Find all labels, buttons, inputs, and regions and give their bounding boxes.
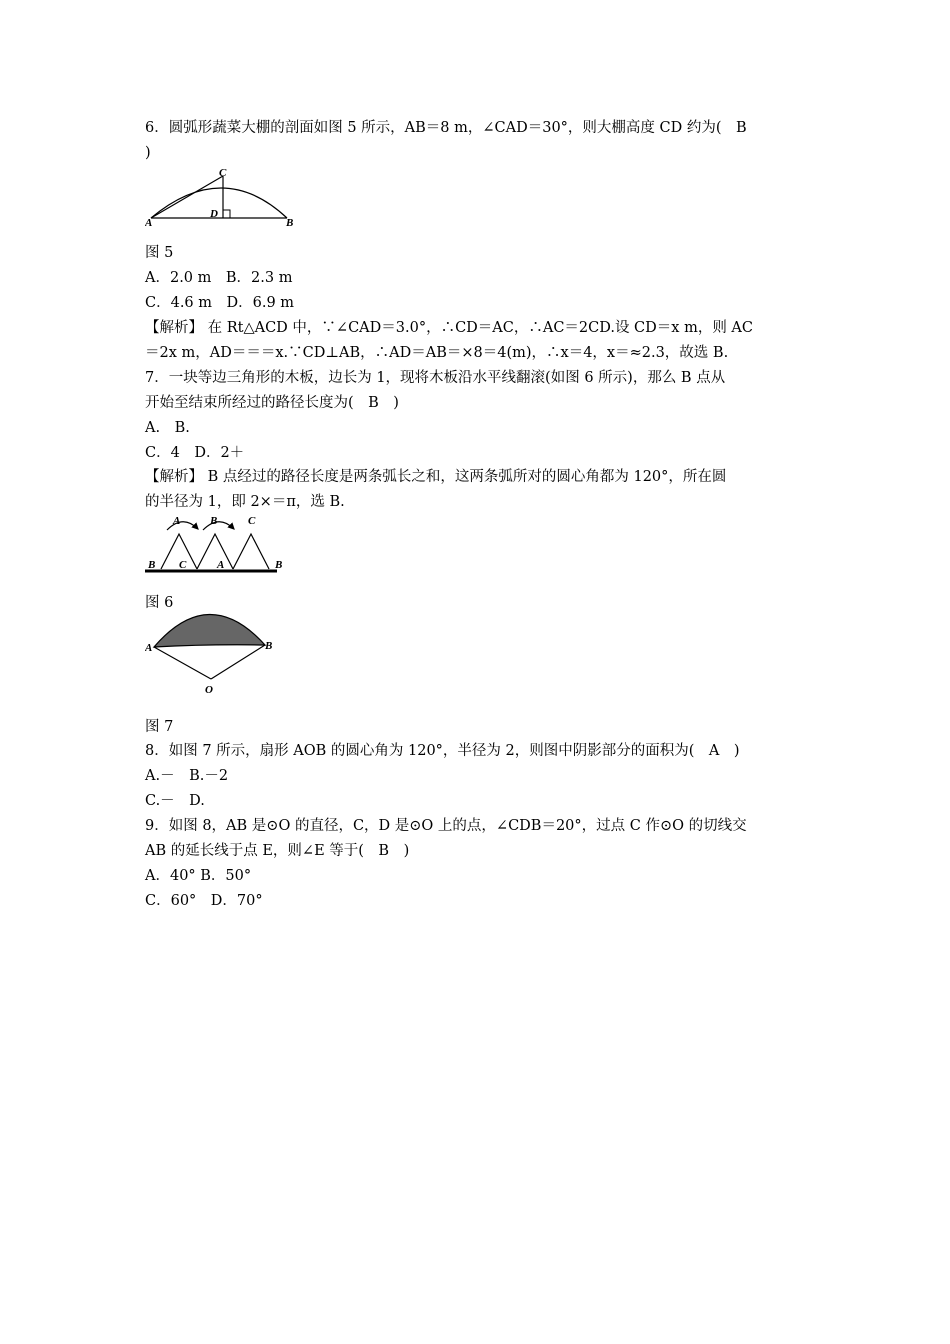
fig6-label-top-a: A [173, 515, 181, 527]
q7-solution-line2: 的半径为 1，即 2×＝π，选 B. [145, 494, 345, 510]
q8-options-line2: C.－ D. [145, 793, 205, 809]
fig7-label-b: B [265, 640, 273, 652]
fig5-caption: 图 5 [145, 245, 174, 261]
q9-options-line1: A．40° B．50° [145, 868, 252, 884]
q6-stem-line2: ) [145, 145, 151, 161]
fig6-label-a: A [217, 559, 225, 571]
fig6-caption: 图 6 [145, 595, 174, 611]
figure-6 [145, 510, 295, 580]
q7-options-line2: C．4 D．2＋ [145, 445, 245, 461]
q6-stem-line1: 6．圆弧形蔬菜大棚的剖面如图 5 所示，AB＝8 m，∠CAD＝30°，则大棚高度 CD 约为( B [145, 120, 747, 136]
fig6-label-b2: B [275, 559, 283, 571]
q9-stem-line1: 9．如图 8，AB 是⊙O 的直径，C，D 是⊙O 上的点，∠CDB＝20°，过点 C 作⊙O 的切线交 [145, 818, 747, 834]
fig6-label-top-c: C [248, 515, 256, 527]
figure-5 [145, 164, 305, 234]
q6-solution-line2: ＝2x m，AD＝＝＝x.∵CD⊥AB，∴AD＝AB＝×8＝4(m)，∴x＝4，x＝≈2.3，故选 B. [145, 345, 729, 361]
fig7-label-a: A [145, 642, 153, 654]
fig7-caption: 图 7 [145, 719, 174, 735]
fig5-label-d: D [210, 208, 218, 220]
q6-solution-line1: 【解析】 在 Rt△ACD 中，∵∠CAD＝3.0°，∴CD＝AC，∴AC＝2CD.设 CD＝x m，则 AC [145, 320, 753, 336]
q9-options-line2: C．60° D．70° [145, 893, 263, 909]
fig5-label-c: C [219, 167, 227, 179]
q7-stem-line1: 7．一块等边三角形的木板，边长为 1，现将木板沿水平线翻滚(如图 6 所示)，那么 B 点从 [145, 370, 726, 386]
fig6-label-top-b: B [210, 515, 218, 527]
q9-stem-line2: AB 的延长线于点 E，则∠E 等于( B ) [145, 843, 410, 859]
q7-solution-line1: 【解析】 B 点经过的路径长度是两条弧长之和，这两条弧所对的圆心角都为 120°，所在圆 [145, 469, 727, 485]
q6-options-line1: A．2.0 m B．2.3 m [145, 270, 293, 286]
fig7-label-o: O [205, 684, 213, 696]
q6-options-line2: C．4.6 m D．6.9 m [145, 295, 295, 311]
q7-options-line1: A. B. [145, 420, 190, 436]
fig6-label-b1: B [148, 559, 156, 571]
fig5-label-a: A [145, 217, 153, 229]
fig6-label-c: C [179, 559, 187, 571]
q8-stem-line1: 8．如图 7 所示，扇形 AOB 的圆心角为 120°，半径为 2，则图中阴影部分的面积为( A ) [145, 743, 740, 759]
fig5-label-b: B [286, 217, 294, 229]
figure-7 [145, 608, 285, 704]
q8-options-line1: A.－ B.－2 [145, 768, 229, 784]
q7-stem-line2: 开始至结束所经过的路径长度为( B ) [145, 395, 399, 411]
